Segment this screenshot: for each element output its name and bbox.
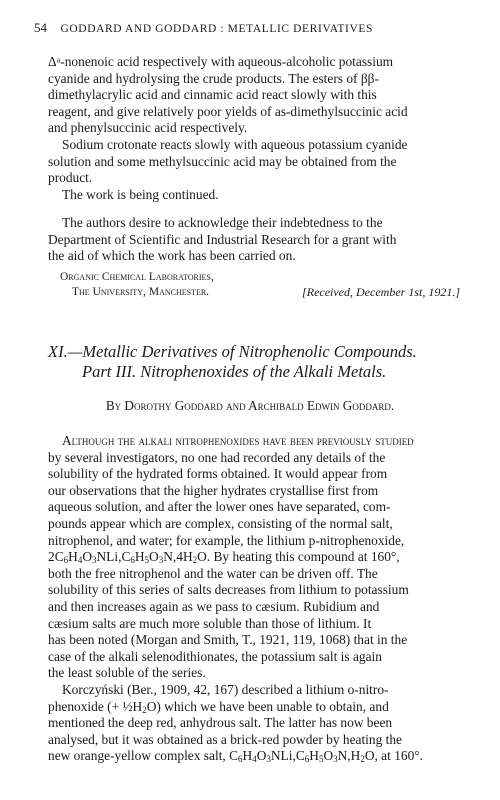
page-number: 54 (34, 20, 47, 35)
text-line: nitrophenol, and water; for example, the lithium p-nitrophenoxide, (48, 532, 405, 548)
running-header (34, 20, 474, 36)
text-line: Although the alkali nitrophenoxides have been previously studied (62, 433, 414, 448)
text-line (48, 549, 400, 564)
text-line: pounds appear which are complex, consisting of the normal salt, (48, 515, 393, 531)
intro-paragraph-2 (48, 137, 458, 187)
text-line: and then increases again as we pass to cæsium. Rubidium and (48, 598, 380, 614)
intro-section (48, 54, 458, 203)
text-line: the aid of which the work has been carried on. (48, 248, 296, 264)
acknowledgement (48, 215, 458, 265)
text-line: solubility of this series of salts decreases from lithium to potassium (48, 582, 409, 598)
text-line: The authors desire to acknowledge their indebtedness to the (62, 215, 383, 230)
article-title (48, 342, 468, 382)
body-paragraph-2 (48, 682, 458, 765)
text-fragment: new orange-yellow complex salt, (48, 748, 230, 764)
text-line: mentioned the deep red, anhydrous salt. The latter has now been (48, 715, 393, 731)
text-line: Δᵃ-nonenoic acid respectively with aqueous-alcoholic potassium (48, 54, 394, 69)
acknowledgement-paragraph (48, 215, 458, 265)
text-line: solubility of the hydrated forms obtained. It would appear from (48, 466, 388, 482)
text-line: phenoxide (+ $\frac{1}{2}H_2O$) which we have been unable to obtain, and (48, 698, 389, 715)
text-line: dimethylacrylic acid and cinnamic acid react slowly with this (48, 87, 377, 103)
lab-name: Organic Chemical Laboratories, (60, 271, 214, 283)
chemical-formula: $2C_6H_4O_3NLi,C_6H_5O_3N,4H_2O$. (48, 549, 211, 566)
text-line: the least soluble of the series. (48, 665, 206, 681)
text-line: reagent, and give relatively poor yields of as-dimethylsuccinic acid (48, 103, 408, 119)
text-line: Korczyński (Ber., 1909, 42, 167) described a lithium o-nitro- (62, 681, 389, 697)
text-line: has been noted (Morgan and Smith, T., 1921, 119, 1068) that in the (48, 632, 408, 648)
text-line: Sodium crotonate reacts slowly with aqueous potassium cyanide (62, 136, 408, 152)
text-fragment: By heating this compound at 160°, (210, 549, 400, 565)
text-line: Department of Scientific and Industrial Research for a grant with (48, 231, 397, 247)
university-name: The University, Manchester. (72, 286, 210, 298)
text-line: analysed, but it was obtained as a brick-red powder by heating the (48, 731, 402, 747)
title-line-2: Part III. Nitrophenoxides of the Alkali Metals. (82, 362, 387, 381)
article-body (48, 433, 458, 765)
text-line: product. (48, 170, 93, 186)
text-line: solution and some methylsuccinic acid may be obtained from the (48, 153, 397, 169)
text-line: cyanide and hydrolysing the crude products. The esters of ββ- (48, 70, 379, 86)
received-date: [Received, December 1st, 1921.] (302, 285, 460, 299)
authors: By Dorothy Goddard and Archibald Edwin Goddard. (105, 398, 395, 413)
title-line-1: XI.—Metallic Derivatives of Nitrophenolic Compounds. (48, 342, 417, 361)
text-line: and phenylsuccinic acid respectively. (48, 120, 248, 136)
text-line: aqueous solution, and after the lower ones have separated, com- (48, 499, 391, 515)
chemical-formula: $C_6H_4O_3NLi,C_6H_5O_3N,H_2O$ (229, 748, 375, 765)
running-title: GODDARD AND GODDARD : METALLIC DERIVATIVES (60, 23, 374, 35)
text-line: cæsium salts are much more soluble than those of lithium. It (48, 615, 372, 631)
text-fragment: , at 160°. (374, 748, 423, 764)
text-line: The work is being continued. (62, 186, 219, 202)
text-line: case of the alkali selenodithionates, the potassium salt is again (48, 648, 382, 664)
intro-paragraph-1 (48, 54, 458, 137)
text-line (48, 748, 423, 763)
text-line: both the free nitrophenol and the water can be driven off. The (48, 565, 378, 581)
text-line: by several investigators, no one had recorded any details of the (48, 449, 386, 465)
intro-paragraph-3 (48, 187, 458, 204)
text-line: our observations that the higher hydrates crystallise first from (48, 482, 379, 498)
body-paragraph-1 (48, 433, 458, 682)
address-block (60, 270, 460, 300)
